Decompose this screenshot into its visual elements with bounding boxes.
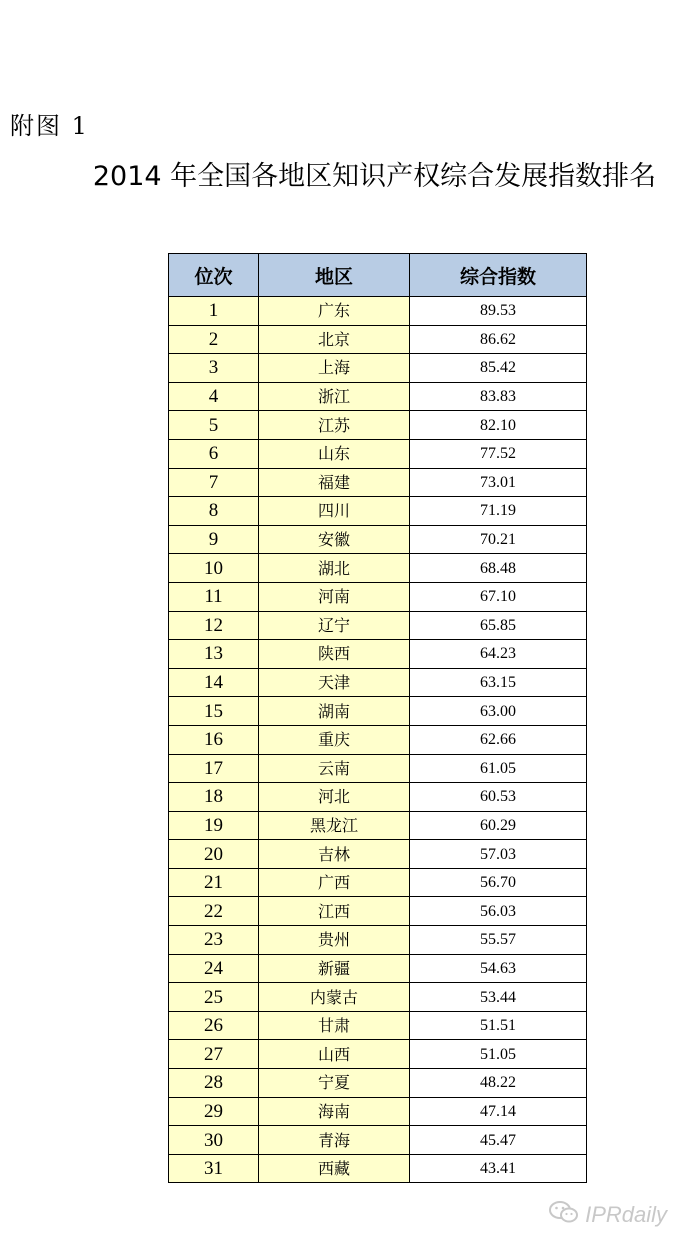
table-row: [169, 497, 587, 526]
table-row: [169, 954, 587, 983]
region-cell: 广西: [259, 868, 410, 897]
table-row: [169, 840, 587, 869]
rank-cell: 11: [169, 582, 259, 611]
rank-cell: 18: [169, 783, 259, 812]
index-cell: 63.15: [410, 668, 587, 697]
region-cell: 安徽: [259, 525, 410, 554]
index-cell: 65.85: [410, 611, 587, 640]
table-row: [169, 754, 587, 783]
table-row: [169, 525, 587, 554]
region-cell: 浙江: [259, 382, 410, 411]
table-row: [169, 811, 587, 840]
region-cell: 江苏: [259, 411, 410, 440]
table-row: [169, 582, 587, 611]
rank-cell: 19: [169, 811, 259, 840]
index-cell: 56.03: [410, 897, 587, 926]
table-row: [169, 668, 587, 697]
table-row: [169, 297, 587, 326]
rank-cell: 7: [169, 468, 259, 497]
table-row: [169, 897, 587, 926]
index-cell: 63.00: [410, 697, 587, 726]
index-cell: 86.62: [410, 325, 587, 354]
index-cell: 43.41: [410, 1154, 587, 1183]
header-index: 综合指数: [410, 254, 587, 297]
region-cell: 上海: [259, 354, 410, 383]
table-row: [169, 611, 587, 640]
rank-cell: 15: [169, 697, 259, 726]
table-row: [169, 1097, 587, 1126]
index-cell: 82.10: [410, 411, 587, 440]
rank-cell: 2: [169, 325, 259, 354]
region-cell: 四川: [259, 497, 410, 526]
table-body: [169, 297, 587, 1183]
ranking-table: [168, 253, 587, 1183]
table-row: [169, 725, 587, 754]
region-cell: 新疆: [259, 954, 410, 983]
table-row: [169, 1154, 587, 1183]
index-cell: 53.44: [410, 983, 587, 1012]
index-cell: 56.70: [410, 868, 587, 897]
region-cell: 辽宁: [259, 611, 410, 640]
region-cell: 西藏: [259, 1154, 410, 1183]
region-cell: 宁夏: [259, 1069, 410, 1098]
region-cell: 天津: [259, 668, 410, 697]
rank-cell: 29: [169, 1097, 259, 1126]
index-cell: 55.57: [410, 926, 587, 955]
rank-cell: 12: [169, 611, 259, 640]
rank-cell: 28: [169, 1069, 259, 1098]
table-row: [169, 1069, 587, 1098]
rank-cell: 14: [169, 668, 259, 697]
region-cell: 山西: [259, 1040, 410, 1069]
index-cell: 62.66: [410, 725, 587, 754]
rank-cell: 16: [169, 725, 259, 754]
index-cell: 54.63: [410, 954, 587, 983]
index-cell: 83.83: [410, 382, 587, 411]
index-cell: 57.03: [410, 840, 587, 869]
table-row: [169, 468, 587, 497]
index-cell: 45.47: [410, 1126, 587, 1155]
rank-cell: 23: [169, 926, 259, 955]
region-cell: 重庆: [259, 725, 410, 754]
region-cell: 河北: [259, 783, 410, 812]
rank-cell: 10: [169, 554, 259, 583]
rank-cell: 20: [169, 840, 259, 869]
table-row: [169, 926, 587, 955]
rank-cell: 24: [169, 954, 259, 983]
rank-cell: 27: [169, 1040, 259, 1069]
wechat-icon: [549, 1200, 585, 1230]
index-cell: 68.48: [410, 554, 587, 583]
rank-cell: 8: [169, 497, 259, 526]
region-cell: 吉林: [259, 840, 410, 869]
table-row: [169, 1011, 587, 1040]
rank-cell: 17: [169, 754, 259, 783]
table-row: [169, 868, 587, 897]
rank-cell: 21: [169, 868, 259, 897]
table-row: [169, 983, 587, 1012]
rank-cell: 6: [169, 439, 259, 468]
region-cell: 江西: [259, 897, 410, 926]
region-cell: 陕西: [259, 640, 410, 669]
table-row: [169, 325, 587, 354]
table-row: [169, 1040, 587, 1069]
region-cell: 河南: [259, 582, 410, 611]
rank-cell: 9: [169, 525, 259, 554]
table-row: [169, 439, 587, 468]
header-region: 地区: [259, 254, 410, 297]
rank-cell: 30: [169, 1126, 259, 1155]
region-cell: 湖北: [259, 554, 410, 583]
table-row: [169, 411, 587, 440]
index-cell: 60.53: [410, 783, 587, 812]
table-row: [169, 354, 587, 383]
index-cell: 71.19: [410, 497, 587, 526]
index-cell: 64.23: [410, 640, 587, 669]
table-row: [169, 554, 587, 583]
rank-cell: 13: [169, 640, 259, 669]
rank-cell: 1: [169, 297, 259, 326]
rank-cell: 26: [169, 1011, 259, 1040]
figure-label: 附图 1: [10, 112, 89, 140]
index-cell: 77.52: [410, 439, 587, 468]
index-cell: 48.22: [410, 1069, 587, 1098]
table-row: [169, 1126, 587, 1155]
rank-cell: 4: [169, 382, 259, 411]
region-cell: 广东: [259, 297, 410, 326]
region-cell: 山东: [259, 439, 410, 468]
region-cell: 贵州: [259, 926, 410, 955]
rank-cell: 31: [169, 1154, 259, 1183]
region-cell: 海南: [259, 1097, 410, 1126]
rank-cell: 22: [169, 897, 259, 926]
index-cell: 67.10: [410, 582, 587, 611]
region-cell: 云南: [259, 754, 410, 783]
table-header-row: [169, 254, 587, 297]
watermark-text: IPRdaily: [585, 1202, 667, 1227]
watermark: [549, 1200, 667, 1230]
index-cell: 60.29: [410, 811, 587, 840]
table-row: [169, 382, 587, 411]
rank-cell: 5: [169, 411, 259, 440]
index-cell: 47.14: [410, 1097, 587, 1126]
rank-cell: 3: [169, 354, 259, 383]
table-row: [169, 783, 587, 812]
region-cell: 甘肃: [259, 1011, 410, 1040]
table-row: [169, 640, 587, 669]
header-rank: 位次: [169, 254, 259, 297]
index-cell: 51.05: [410, 1040, 587, 1069]
index-cell: 61.05: [410, 754, 587, 783]
index-cell: 51.51: [410, 1011, 587, 1040]
index-cell: 85.42: [410, 354, 587, 383]
index-cell: 89.53: [410, 297, 587, 326]
page-title: 2014 年全国各地区知识产权综合发展指数排名: [92, 161, 657, 192]
region-cell: 北京: [259, 325, 410, 354]
region-cell: 黑龙江: [259, 811, 410, 840]
region-cell: 福建: [259, 468, 410, 497]
index-cell: 73.01: [410, 468, 587, 497]
region-cell: 湖南: [259, 697, 410, 726]
index-cell: 70.21: [410, 525, 587, 554]
table-row: [169, 697, 587, 726]
rank-cell: 25: [169, 983, 259, 1012]
region-cell: 内蒙古: [259, 983, 410, 1012]
region-cell: 青海: [259, 1126, 410, 1155]
